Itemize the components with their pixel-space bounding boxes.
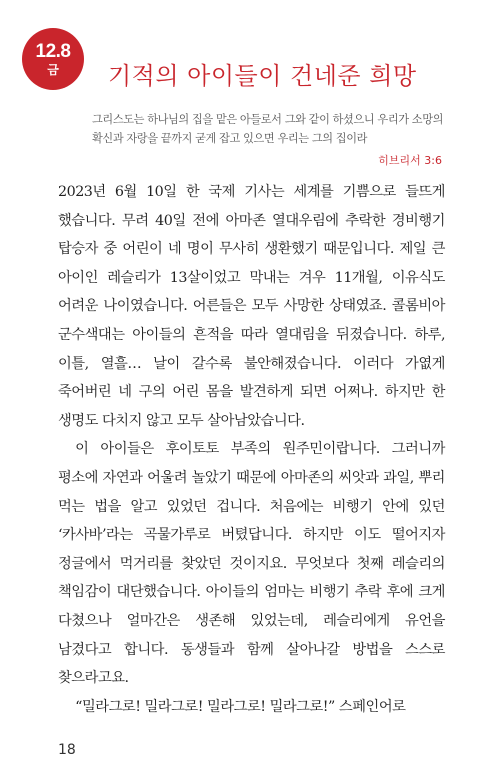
date-badge [22,28,84,90]
page-number: 18 [58,742,76,758]
page-title: 기적의 아이들이 건네준 희망 [108,62,417,90]
weekday-label: 금 [47,62,59,77]
scripture-reference: 히브리서 3:6 [378,154,442,167]
body-paragraph-3: “밀라그로! 밀라그로! 밀라그로! 밀라그로!” 스페인어로 [75,698,406,715]
scripture-verse: 그리스도는 하나님의 집을 맡은 아들로서 그와 같이 하셨으니 우리가 소망의 확신과 자랑을 끝까지 굳게 잡고 있으면 우리는 그의 집이라 [92,113,444,145]
body-text [58,178,445,721]
body-paragraph-1: 2023년 6월 10일 한 국제 기사는 세계를 기쁨으로 들뜨게 했습니다. 무려 40일 전에 아마존 열대우림에 추락한 경비행기 탑승자 중 어린이 네 명이 무사히 생환했기 때문입니다. 제일 큰 아이인 레슬리가 13살이었고 막내는 겨우 11개월, 이유식도 어려운 나이였습니다. 어른들은 모두 사망한 상태였죠. 콜롬비아 군수색대는 아이들의 흔적을 따라 열대림을 뒤졌습니다. 하루, 이틀, 열흘… 날이 갈수록 불안해졌습니다. 이러다 가엾게 죽어버린 네 구의 어린 몸을 발견하게 되면 어쩌나. 하지만 한 생명도 다치지 않고 모두 살아남았습니다. [58,184,445,429]
body-paragraph-2: 이 아이들은 후이토토 부족의 원주민이랍니다. 그러니까 평소에 자연과 어울려 놀았기 때문에 아마존의 씨앗과 과일, 뿌리 먹는 법을 알고 있었던 겁니다. 처음에는 비행기 안에 있던 ‘카사바’라는 곡물가루로 버텼답니다. 하지만 이도 떨어지자 정글에서 먹거리를 찾았던 것이지요. 무엇보다 첫째 레슬리의 책임감이 대단했습니다. 아이들의 엄마는 비행기 추락 후에 크게 다쳤으나 얼마간은 생존해 있었는데, 레슬리에게 유언을 남겼다고 합니다. 동생들과 함께 살아나갈 방법을 스스로 찾으라고요. [58,441,445,687]
date-label: 12.8 [35,40,71,62]
